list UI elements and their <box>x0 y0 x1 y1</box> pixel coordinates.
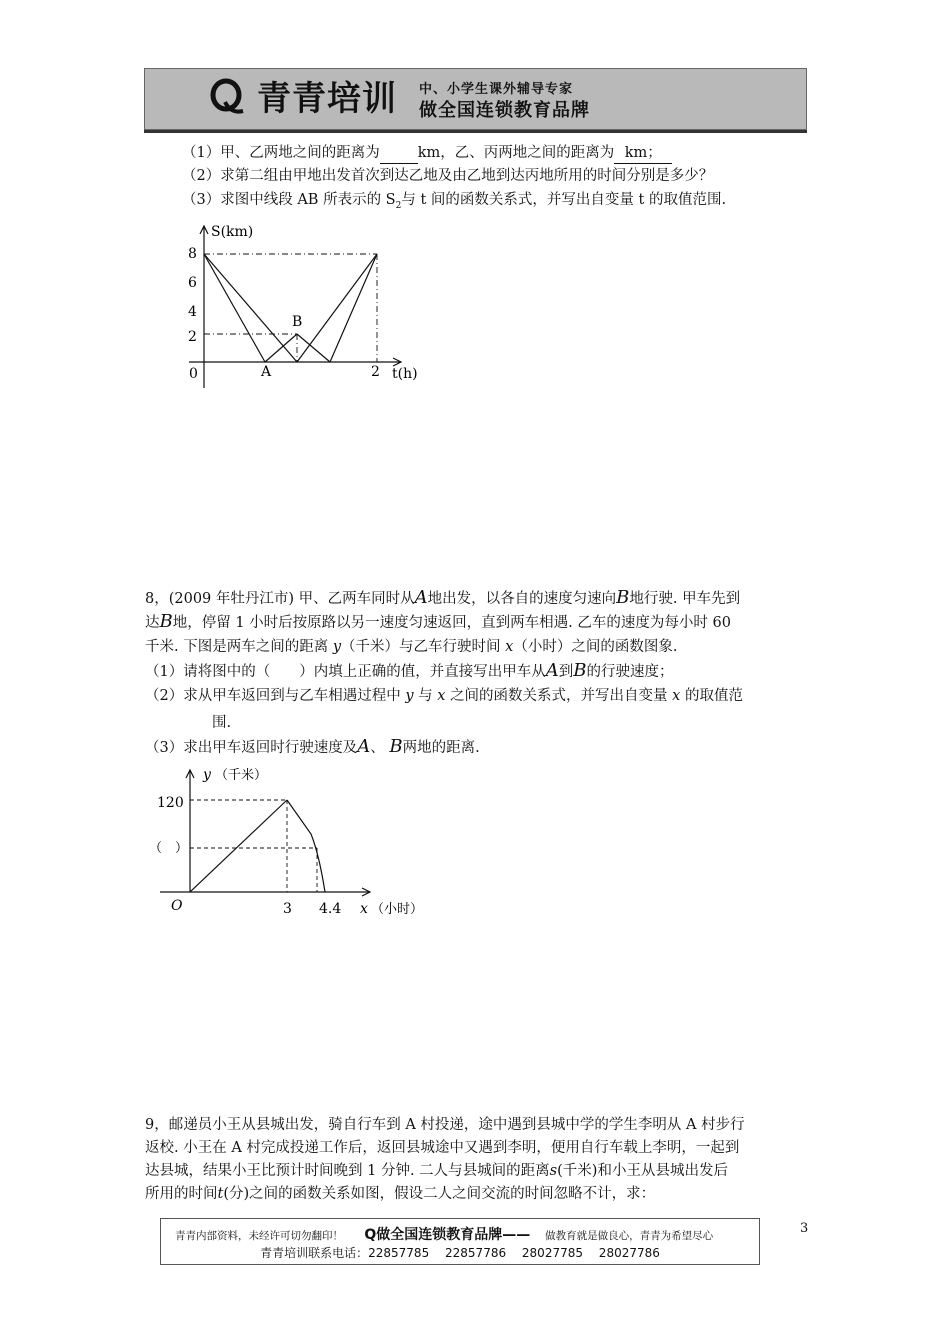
q8-line1: 8，(2009 年牡丹江市) 甲、乙两车同时从A地出发，以各自的速度匀速向B地行驶. 甲车先到 <box>145 587 741 608</box>
q8-line3: 千米. 下图是两车之间的距离 y（千米）与乙车行驶时间 x（小时）之间的函数图象. <box>145 639 678 655</box>
x-axis-label: t(h) <box>392 366 418 382</box>
origin-label: 0 <box>189 366 198 382</box>
x-tick-2: 2 <box>371 364 380 380</box>
footer-phone-line: 青青培训联系电话：22857785 22857786 28027785 28027786 <box>260 1246 660 1260</box>
q7-part1: （1）甲、乙两地之间的距离为 km，乙、丙两地之间的距离为 km； <box>182 143 672 164</box>
y-tick-120: 120 <box>157 795 184 811</box>
footer-left-text: 青青内部资料，未经许可切勿翻印！ <box>175 1230 343 1242</box>
segment-line-2 <box>297 334 330 362</box>
x-axis-var: x <box>360 901 368 917</box>
x-axis-unit: （小时） <box>371 902 424 917</box>
footer-brand: Q做全国连锁教育品牌—— <box>364 1227 531 1243</box>
header-banner <box>144 68 807 130</box>
page-number: 3 <box>800 1221 809 1236</box>
footer-line1 <box>161 1224 759 1244</box>
graph-cars <box>145 762 445 922</box>
footer-right-text: 做教育就是做良心，青青为希望尽心 <box>545 1230 714 1242</box>
q8-part3: （3）求出甲车返回时行驶速度及A、 B两地的距离. <box>145 736 480 757</box>
qingqing-logo-icon <box>207 78 245 116</box>
q8-part1: （1）请将图中的（ ）内填上正确的值，并直接写出甲车从A到B的行驶速度； <box>145 660 674 681</box>
q9-line4: 所用的时间t(分)之间的函数关系如图，假设二人之间交流的时间忽略不计，求： <box>145 1186 656 1202</box>
footer-box <box>160 1218 760 1265</box>
y-axis-var: y <box>203 767 211 783</box>
y-tick-blank: （ ） <box>149 841 189 856</box>
point-a-label: A <box>261 364 272 380</box>
segment-rise <box>190 800 287 892</box>
q8-line2: 达B地，停留 1 小时后按原路以另一速度匀速返回，直到两车相遇. 乙车的速度为每小时 60 <box>145 611 731 632</box>
origin-label: O <box>171 898 183 914</box>
slogan-bottom: 做全国连锁教育品牌 <box>419 100 590 121</box>
segment-fall <box>287 800 325 892</box>
q9-line2: 返校. 小王在 A 村完成投递工作后，返回县城途中又遇到李明，便用自行车载上李明，一起到 <box>145 1140 740 1156</box>
slogan-top: 中、小学生课外辅导专家 <box>419 82 574 97</box>
y-tick-6: 6 <box>188 275 197 291</box>
y-tick-2: 2 <box>188 329 197 345</box>
q7-part2: （2）求第二组由甲地出发首次到达乙地及由乙地到达丙地所用的时间分别是多少？ <box>182 168 714 184</box>
graph-distance-time <box>175 218 435 393</box>
q8-part2: （2）求从甲车返回到与乙车相遇过程中 y 与 x 之间的函数关系式，并写出自变量 x 的取值范 <box>145 688 743 704</box>
point-b-label: B <box>292 314 303 330</box>
segment-ab <box>265 334 297 362</box>
q9-line1: 9，邮递员小王从县城出发，骑自行车到 A 村投递，途中遇到县城中学的学生李明从 A 村步行 <box>145 1117 745 1133</box>
x-tick-3: 3 <box>283 901 292 917</box>
x-tick-4-4: 4.4 <box>319 901 342 917</box>
q9-line3: 达县城，结果小王比预计时间晚到 1 分钟. 二人与县城间的距离s(千米)和小王从县城出发后 <box>145 1163 728 1179</box>
segment-line-1 <box>204 254 265 362</box>
header-rule <box>144 130 807 133</box>
y-tick-8: 8 <box>188 246 197 262</box>
brand-name: 青青培训 <box>257 79 397 119</box>
footer-logo-icon: Q <box>364 1227 377 1243</box>
y-axis-label: S(km) <box>211 224 254 240</box>
q8-part2-cont: 围. <box>212 715 232 731</box>
q7-part3: （3）求图中线段 AB 所表示的 $S_2$与 t 间的函数关系式，并写出自变量 t 的取值范围. <box>182 192 727 211</box>
y-axis-unit: （千米） <box>215 768 268 783</box>
segment-line-4 <box>204 254 297 362</box>
y-tick-4: 4 <box>188 304 197 320</box>
